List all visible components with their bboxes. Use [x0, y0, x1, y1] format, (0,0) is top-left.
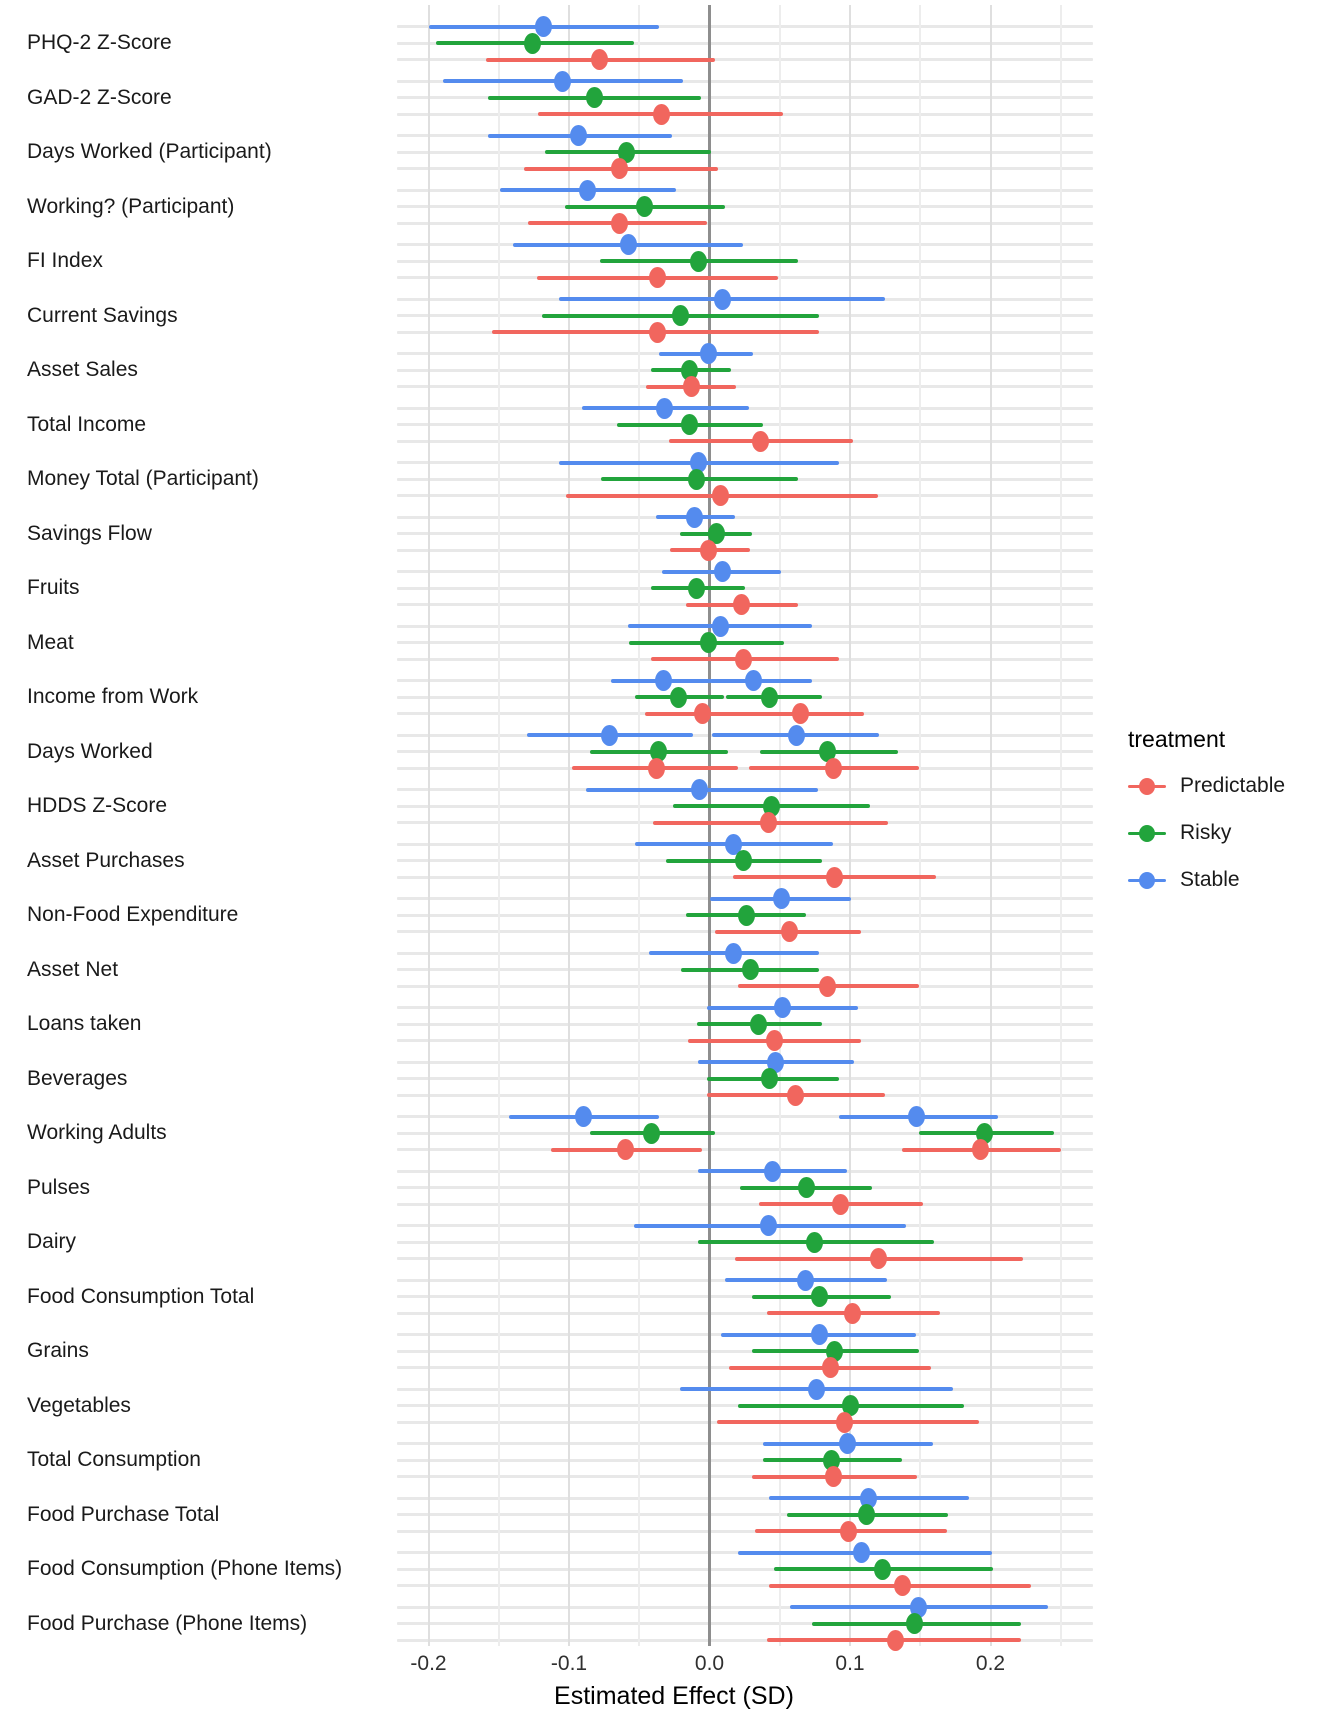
point-estimate: [601, 725, 618, 746]
point-estimate: [792, 703, 809, 724]
point-estimate: [773, 888, 790, 909]
stable-point-icon: [1128, 869, 1166, 891]
point-estimate: [653, 104, 670, 125]
point-estimate: [688, 578, 705, 599]
point-estimate: [766, 1030, 783, 1051]
legend-label: Risky: [1180, 821, 1232, 844]
point-estimate: [806, 1232, 823, 1253]
point-estimate: [636, 196, 653, 217]
outcome-label: GAD-2 Z-Score: [27, 85, 172, 109]
outcome-label: Food Purchase (Phone Items): [27, 1611, 308, 1635]
point-estimate: [690, 251, 707, 272]
legend: [1128, 726, 1338, 916]
point-estimate: [725, 943, 742, 964]
gridline: [568, 5, 570, 1646]
point-estimate: [738, 905, 755, 926]
gridline: [919, 5, 921, 1646]
outcome-label: Working? (Participant): [27, 194, 235, 218]
point-estimate: [570, 125, 587, 146]
outcome-label: Fruits: [27, 576, 80, 599]
point-estimate: [691, 779, 708, 800]
point-estimate: [735, 850, 752, 871]
legend-title: treatment: [1128, 726, 1226, 752]
outcome-label: Asset Purchases: [27, 848, 185, 872]
x-axis-title: Estimated Effect (SD): [554, 1682, 794, 1710]
outcome-label: Non-Food Expenditure: [27, 903, 239, 926]
outcome-label: Days Worked (Participant): [27, 140, 272, 163]
point-estimate: [611, 158, 628, 179]
point-estimate: [760, 812, 777, 833]
point-estimate: [681, 414, 698, 435]
point-estimate: [853, 1542, 870, 1563]
point-estimate: [819, 976, 836, 997]
point-estimate: [524, 33, 541, 54]
point-estimate: [811, 1286, 828, 1307]
point-estimate: [858, 1504, 875, 1525]
outcome-label: Food Purchase Total: [27, 1502, 220, 1526]
outcome-label: Vegetables: [27, 1393, 131, 1417]
outcome-label: Asset Net: [27, 957, 119, 981]
point-estimate: [761, 1068, 778, 1089]
x-tick-label: 0.0: [694, 1652, 725, 1675]
legend-item-stable: [1128, 869, 1338, 891]
outcome-label: Total Income: [27, 412, 147, 436]
point-estimate: [649, 322, 666, 343]
outcome-label: PHQ-2 Z-Score: [27, 31, 172, 54]
point-estimate: [700, 632, 717, 653]
point-estimate: [826, 867, 843, 888]
point-estimate: [694, 703, 711, 724]
point-estimate: [908, 1106, 925, 1127]
outcome-label: FI Index: [27, 249, 103, 272]
outcome-label: Current Savings: [27, 303, 178, 327]
point-estimate: [700, 540, 717, 561]
point-estimate: [798, 1177, 815, 1198]
point-estimate: [887, 1630, 904, 1651]
point-estimate: [750, 1014, 767, 1035]
outcome-label: Pulses: [27, 1175, 91, 1199]
point-estimate: [761, 687, 778, 708]
point-estimate: [870, 1248, 887, 1269]
point-estimate: [714, 561, 731, 582]
point-estimate: [745, 670, 762, 691]
point-estimate: [712, 485, 729, 506]
point-estimate: [670, 687, 687, 708]
point-estimate: [579, 180, 596, 201]
point-estimate: [649, 267, 666, 288]
point-estimate: [735, 649, 752, 670]
outcome-label: Total Consumption: [27, 1448, 201, 1471]
point-estimate: [686, 507, 703, 528]
point-estimate: [700, 343, 717, 364]
point-estimate: [844, 1303, 861, 1324]
point-estimate: [648, 758, 665, 779]
predictable-point-icon: [1128, 775, 1166, 797]
outcome-label: Savings Flow: [27, 521, 152, 545]
point-estimate: [774, 997, 791, 1018]
gridline: [428, 5, 430, 1646]
point-estimate: [825, 1466, 842, 1487]
point-estimate: [839, 1433, 856, 1454]
point-estimate: [643, 1123, 660, 1144]
point-estimate: [894, 1575, 911, 1596]
x-tick-label: -0.2: [410, 1652, 447, 1675]
point-estimate: [781, 921, 798, 942]
outcome-label: Dairy: [27, 1230, 77, 1253]
x-tick-label: 0.1: [835, 1652, 865, 1675]
gridline: [498, 5, 500, 1646]
gridline: [1060, 5, 1062, 1646]
point-estimate: [764, 1161, 781, 1182]
point-estimate: [808, 1379, 825, 1400]
gridline: [990, 5, 992, 1646]
outcome-label: Income from Work: [27, 685, 199, 708]
outcome-label: Meat: [27, 630, 74, 654]
outcome-label: Money Total (Participant): [27, 467, 259, 490]
point-estimate: [832, 1194, 849, 1215]
gridline: [638, 5, 640, 1646]
point-estimate: [683, 376, 700, 397]
point-estimate: [620, 234, 637, 255]
point-estimate: [586, 87, 603, 108]
point-estimate: [575, 1106, 592, 1127]
point-estimate: [787, 1085, 804, 1106]
point-estimate: [874, 1559, 891, 1580]
point-estimate: [672, 305, 689, 326]
zero-line: [708, 5, 711, 1646]
point-estimate: [655, 670, 672, 691]
point-estimate: [972, 1139, 989, 1160]
outcome-label: Food Consumption Total: [27, 1284, 255, 1308]
point-estimate: [822, 1357, 839, 1378]
outcome-label: Asset Sales: [27, 358, 138, 381]
point-estimate: [617, 1139, 634, 1160]
point-estimate: [714, 289, 731, 310]
outcome-label: HDDS Z-Score: [27, 794, 168, 817]
x-tick-label: 0.2: [975, 1652, 1006, 1675]
risky-point-icon: [1128, 822, 1166, 844]
outcome-label: Loans taken: [27, 1012, 142, 1035]
legend-item-risky: [1128, 822, 1338, 844]
point-estimate: [811, 1324, 828, 1345]
gridline: [779, 5, 781, 1646]
point-estimate: [656, 398, 673, 419]
point-estimate: [760, 1215, 777, 1236]
legend-item-predictable: [1128, 775, 1338, 797]
legend-label: Stable: [1180, 868, 1240, 891]
legend-label: Predictable: [1180, 774, 1286, 797]
outcome-label: Food Consumption (Phone Items): [27, 1557, 343, 1580]
point-estimate: [591, 49, 608, 70]
point-estimate: [733, 594, 750, 615]
x-tick-label: -0.1: [550, 1652, 588, 1675]
point-estimate: [712, 616, 729, 637]
outcome-label: Working Adults: [27, 1121, 167, 1144]
point-estimate: [554, 71, 571, 92]
point-estimate: [836, 1412, 853, 1433]
point-estimate: [688, 469, 705, 490]
point-estimate: [906, 1613, 923, 1634]
point-estimate: [788, 725, 805, 746]
point-estimate: [742, 959, 759, 980]
point-estimate: [825, 758, 842, 779]
outcome-label: Beverages: [27, 1066, 128, 1090]
point-estimate: [752, 431, 769, 452]
outcome-label: Grains: [27, 1339, 89, 1362]
point-estimate: [840, 1521, 857, 1542]
point-estimate: [611, 213, 628, 234]
outcome-label: Days Worked: [27, 739, 153, 763]
point-estimate: [797, 1270, 814, 1291]
point-estimate: [535, 16, 552, 37]
